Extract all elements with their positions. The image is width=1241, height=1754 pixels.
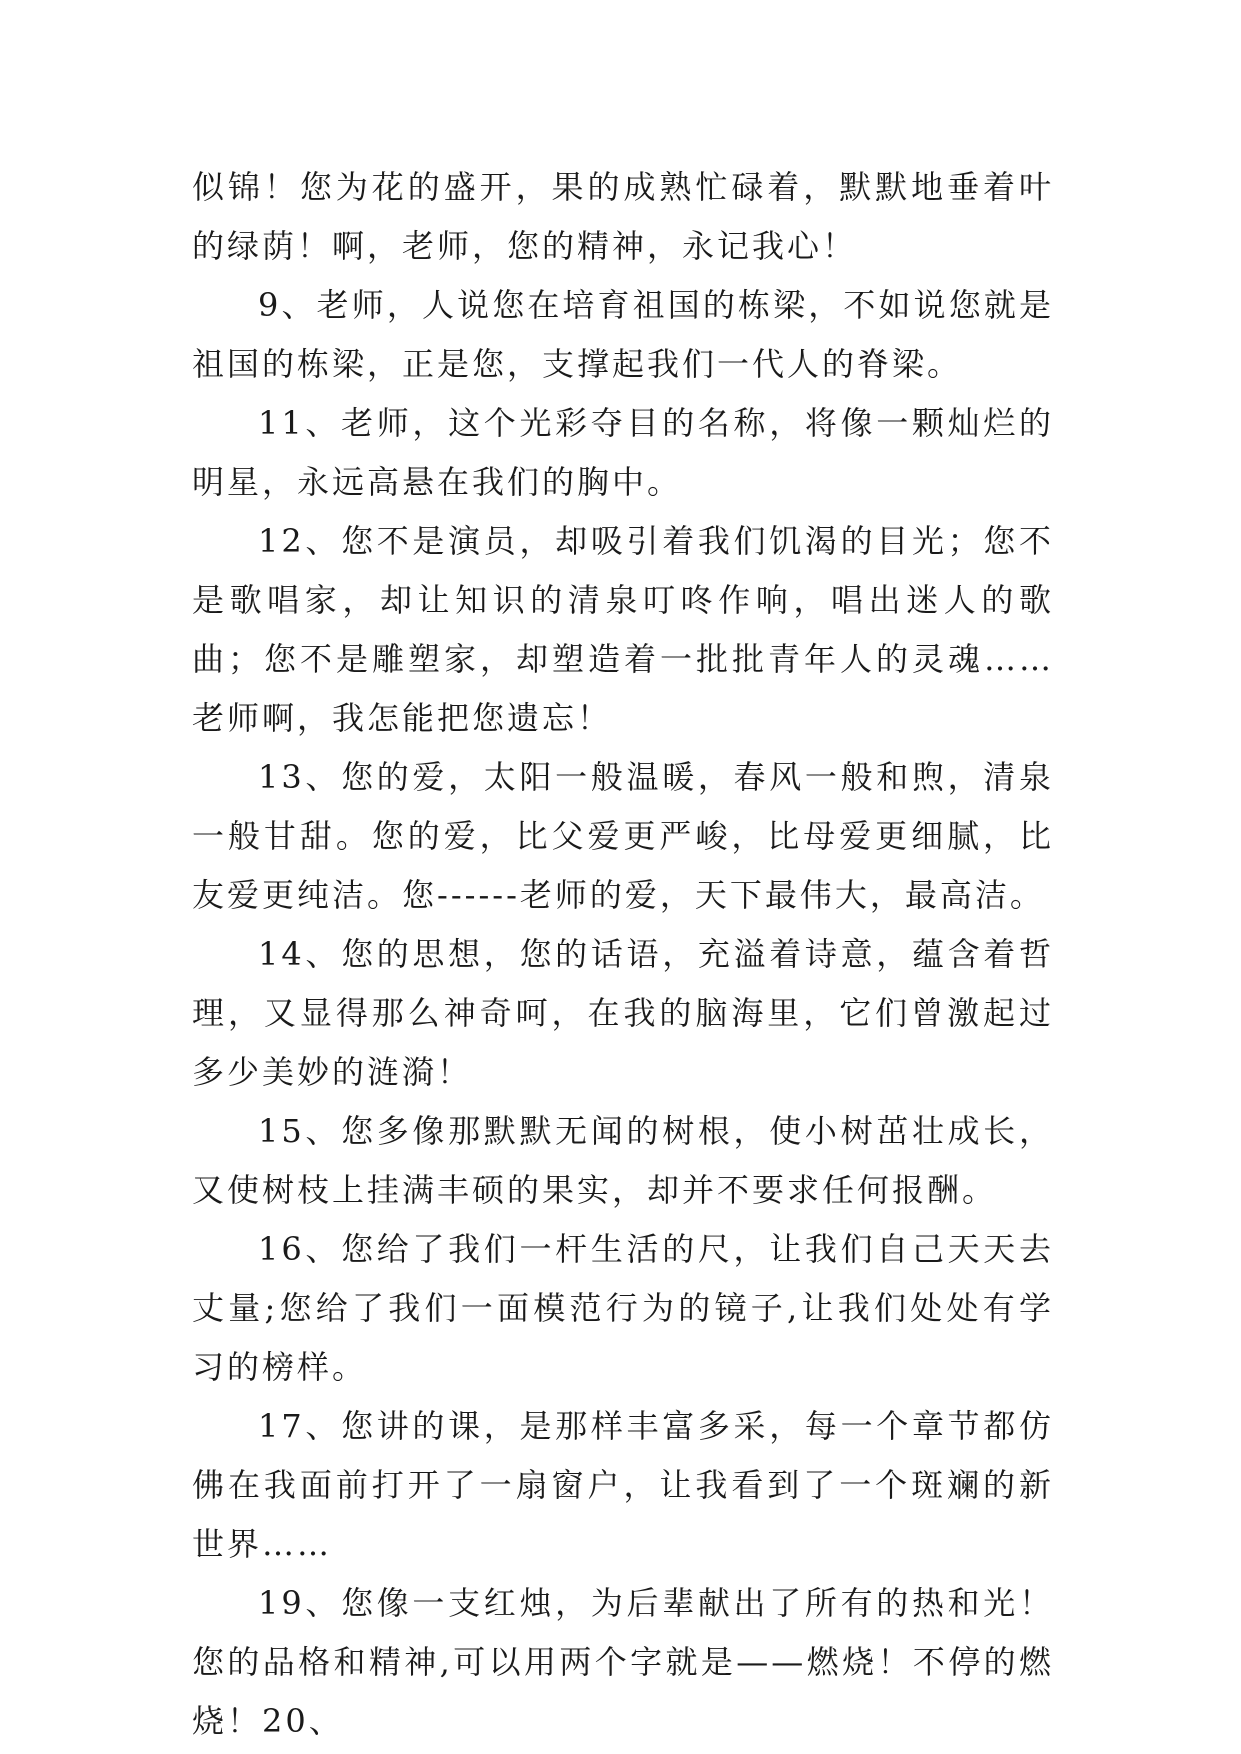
paragraph-continuation: 似锦！您为花的盛开，果的成熟忙碌着，默默地垂着叶的绿荫！啊，老师，您的精神，永记我心！ (192, 168, 1054, 265)
paragraph-11: 11、老师，这个光彩夺目的名称，将像一颗灿烂的明星，永远高悬在我们的胸中。 (192, 404, 1054, 501)
document-body (192, 158, 1054, 1751)
paragraph-14: 14、您的思想，您的话语，充溢着诗意，蕴含着哲理，又显得那么神奇呵，在我的脑海里，它们曾激起过多少美妙的涟漪！ (192, 935, 1054, 1091)
paragraph-16: 16、您给了我们一杆生活的尺，让我们自己天天去丈量;您给了我们一面模范行为的镜子,让我们处处有学习的榜样。 (192, 1230, 1054, 1386)
paragraph-17: 17、您讲的课，是那样丰富多采，每一个章节都仿佛在我面前打开了一扇窗户，让我看到了一个斑斓的新世界…… (192, 1407, 1054, 1563)
paragraph-12: 12、您不是演员，却吸引着我们饥渴的目光；您不是歌唱家，却让知识的清泉叮咚作响，唱出迷人的歌曲；您不是雕塑家，却塑造着一批批青年人的灵魂……老师啊，我怎能把您遗忘！ (192, 522, 1054, 737)
paragraph-19: 19、您像一支红烛，为后辈献出了所有的热和光！您的品格和精神,可以用两个字就是——燃烧！不停的燃烧！20、 (192, 1584, 1054, 1740)
paragraph-15: 15、您多像那默默无闻的树根，使小树茁壮成长，又使树枝上挂满丰硕的果实，却并不要求任何报酬。 (192, 1112, 1054, 1209)
paragraph-9: 9、老师，人说您在培育祖国的栋梁，不如说您就是祖国的栋梁，正是您，支撑起我们一代人的脊梁。 (192, 286, 1054, 383)
paragraph-13: 13、您的爱，太阳一般温暖，春风一般和煦，清泉一般甘甜。您的爱，比父爱更严峻，比母爱更细腻，比友爱更纯洁。您------老师的爱，天下最伟大，最高洁。 (192, 758, 1054, 914)
